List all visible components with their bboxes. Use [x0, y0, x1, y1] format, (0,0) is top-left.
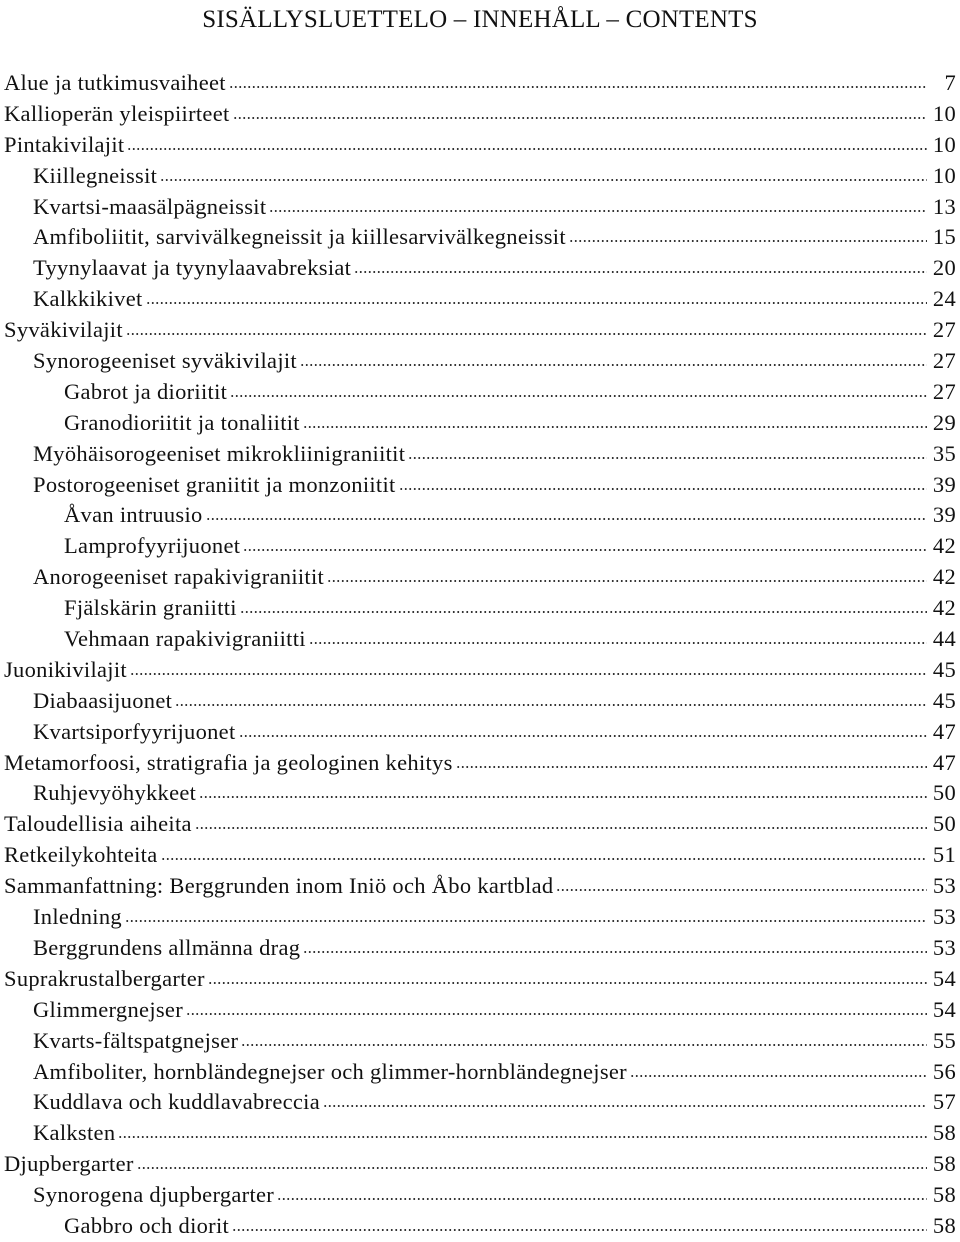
toc-entry-page-number: 20 [932, 255, 956, 281]
toc-entry-label: Alue ja tutkimusvaiheet [4, 70, 226, 95]
dot-leader [230, 395, 927, 397]
page-title: SISÄLLYSLUETTELO – INNEHÅLL – CONTENTS [202, 6, 758, 33]
dot-leader [630, 1075, 927, 1077]
dot-leader [309, 642, 927, 644]
toc-entry-label: Kallioperän yleispiirteet [4, 100, 230, 126]
toc-entry-label: Taloudellisia aiheita [4, 811, 192, 837]
table-of-contents [4, 68, 956, 1242]
toc-entry-page-number: 15 [932, 224, 956, 250]
toc-entry-page-number: 50 [932, 780, 956, 806]
dot-leader [243, 549, 927, 551]
toc-entry-label: Kuddlava och kuddlavabreccia [33, 1089, 321, 1115]
toc-entry-page-number: 13 [932, 193, 956, 219]
dot-leader [146, 302, 927, 304]
toc-entry-page-number: 39 [932, 471, 956, 497]
toc-entry-page-number: 58 [932, 1212, 956, 1238]
toc-entry-label: Inledning [33, 904, 122, 930]
dot-leader [408, 457, 927, 459]
dot-leader [354, 271, 927, 273]
toc-entry [4, 99, 956, 130]
toc-entry-page-number: 27 [932, 348, 956, 374]
toc-entry [4, 748, 956, 779]
toc-entry-page-number: 53 [932, 934, 956, 960]
toc-entry [4, 840, 956, 871]
toc-entry [4, 222, 956, 253]
toc-entry-page-number: 42 [932, 564, 956, 590]
toc-entry-label: Syväkivilajit [4, 317, 123, 343]
dot-leader [232, 1229, 927, 1231]
dot-leader [303, 426, 927, 428]
toc-entry-page-number: 10 [932, 131, 956, 157]
toc-entry-label: Gabrot ja dioriitit [64, 378, 228, 404]
dot-leader [240, 611, 927, 613]
toc-entry-page-number: 53 [932, 904, 956, 930]
toc-entry-label: Kvarts-fältspatgnejser [33, 1027, 239, 1053]
toc-entry-label: Juonikivilajit [4, 656, 127, 682]
dot-leader [229, 86, 927, 88]
toc-entry [4, 1149, 956, 1180]
dot-leader [186, 1013, 927, 1015]
toc-entry [4, 593, 956, 624]
toc-entry [4, 315, 956, 346]
toc-entry-label: Pintakivilajit [4, 131, 125, 157]
toc-entry-page-number: 39 [932, 502, 956, 528]
dot-leader [160, 179, 927, 181]
toc-entry-page-number: 45 [932, 687, 956, 713]
toc-entry-label: Kiillegneissit [33, 162, 158, 188]
toc-entry-label: Gabbro och diorit [64, 1212, 230, 1238]
toc-entry-label: Granodioriitit ja tonaliitit [64, 409, 300, 435]
dot-leader [303, 951, 927, 953]
toc-entry [4, 1118, 956, 1149]
dot-leader [199, 796, 927, 798]
toc-entry [4, 377, 956, 408]
toc-entry [4, 531, 956, 562]
toc-entry [4, 871, 956, 902]
toc-entry [4, 408, 956, 439]
toc-entry-page-number: 45 [932, 656, 956, 682]
toc-entry-label: Kvartsiporfyyrijuonet [33, 718, 236, 744]
toc-entry-label: Glimmergnejser [33, 996, 183, 1022]
dot-leader [300, 364, 927, 366]
dot-leader [137, 1167, 927, 1169]
toc-entry-label: Diabaasijuonet [33, 687, 173, 713]
dot-leader [195, 827, 927, 829]
dot-leader [233, 117, 927, 119]
toc-entry-page-number: 58 [932, 1120, 956, 1146]
toc-entry [4, 470, 956, 501]
toc-entry-label: Amfiboliitit, sarvivälkegneissit ja kiillesarvivälkegneissit [33, 224, 566, 250]
toc-entry-page-number: 29 [932, 409, 956, 435]
toc-entry-page-number: 47 [932, 749, 956, 775]
toc-entry-page-number: 53 [932, 873, 956, 899]
toc-entry-page-number: 10 [932, 100, 956, 126]
toc-entry [4, 500, 956, 531]
toc-entry-label: Amfiboliter, hornbländegnejser och glimmer-hornbländegnejser [33, 1058, 627, 1084]
toc-entry-label: Suprakrustalbergarter [4, 965, 205, 991]
toc-entry-page-number: 54 [932, 996, 956, 1022]
toc-entry [4, 68, 956, 99]
toc-entry-page-number: 27 [932, 317, 956, 343]
dot-leader [125, 920, 927, 922]
dot-leader [241, 1044, 927, 1046]
toc-entry-page-number: 42 [932, 533, 956, 559]
toc-entry [4, 1057, 956, 1088]
toc-entry-page-number: 57 [932, 1089, 956, 1115]
dot-leader [456, 766, 927, 768]
toc-entry [4, 778, 956, 809]
toc-entry-label: Metamorfoosi, stratigrafia ja geologinen kehitys [4, 749, 453, 775]
dot-leader [127, 148, 927, 150]
toc-entry [4, 1026, 956, 1057]
toc-entry [4, 161, 956, 192]
toc-entry-label: Synorogeeniset syväkivilajit [33, 348, 297, 374]
dot-leader [126, 333, 927, 335]
toc-entry [4, 346, 956, 377]
dot-leader [175, 704, 927, 706]
dot-leader [327, 580, 927, 582]
toc-entry-label: Åvan intruusio [64, 502, 203, 528]
toc-entry [4, 655, 956, 686]
dot-leader [239, 735, 927, 737]
toc-entry [4, 192, 956, 223]
toc-entry-page-number: 51 [932, 842, 956, 868]
toc-entry-label: Fjälskärin graniitti [64, 595, 237, 621]
toc-entry-label: Berggrundens allmänna drag [33, 934, 301, 960]
dot-leader [323, 1105, 927, 1107]
toc-entry-page-number: 50 [932, 811, 956, 837]
toc-entry [4, 562, 956, 593]
dot-leader [269, 210, 927, 212]
toc-entry-label: Lamprofyyrijuonet [64, 533, 241, 559]
toc-entry [4, 995, 956, 1026]
toc-entry-label: Sammanfattning: Berggrunden inom Iniö och Åbo kartblad [4, 873, 554, 899]
toc-entry [4, 902, 956, 933]
dot-leader [130, 673, 927, 675]
toc-entry [4, 933, 956, 964]
toc-entry [4, 253, 956, 284]
dot-leader [399, 488, 927, 490]
toc-entry-label: Kvartsi-maasälpägneissit [33, 193, 267, 219]
dot-leader [556, 889, 927, 891]
toc-entry [4, 1180, 956, 1211]
toc-entry-page-number: 44 [932, 626, 956, 652]
toc-entry [4, 809, 956, 840]
toc-entry [4, 624, 956, 655]
toc-entry-page-number: 10 [932, 162, 956, 188]
toc-entry-label: Retkeilykohteita [4, 842, 158, 868]
toc-entry-page-number: 24 [932, 286, 956, 312]
toc-entry [4, 1211, 956, 1242]
toc-entry-label: Vehmaan rapakivigraniitti [64, 626, 306, 652]
toc-entry-page-number: 42 [932, 595, 956, 621]
dot-leader [161, 858, 927, 860]
toc-entry-label: Djupbergarter [4, 1151, 134, 1177]
toc-entry-label: Kalksten [33, 1120, 116, 1146]
toc-entry [4, 439, 956, 470]
toc-entry [4, 130, 956, 161]
dot-leader [118, 1136, 927, 1138]
toc-entry-page-number: 58 [932, 1151, 956, 1177]
toc-entry-label: Anorogeeniset rapakivigraniitit [33, 564, 325, 590]
toc-entry-page-number: 54 [932, 965, 956, 991]
toc-entry-page-number: 47 [932, 718, 956, 744]
toc-entry-label: Kalkkikivet [33, 286, 143, 312]
dot-leader [208, 982, 927, 984]
toc-entry-label: Myöhäisorogeeniset mikrokliinigraniitit [33, 440, 406, 466]
toc-entry-label: Synorogena djupbergarter [33, 1182, 275, 1208]
toc-entry [4, 284, 956, 315]
toc-entry-page-number: 56 [932, 1058, 956, 1084]
dot-leader [277, 1198, 927, 1200]
toc-entry-page-number: 35 [932, 440, 956, 466]
toc-entry-page-number: 58 [932, 1182, 956, 1208]
toc-entry-label: Tyynylaavat ja tyynylaavabreksiat [33, 255, 352, 281]
toc-entry [4, 717, 956, 748]
toc-entry-page-number: 55 [932, 1027, 956, 1053]
dot-leader [206, 518, 927, 520]
dot-leader [569, 240, 927, 242]
toc-entry [4, 964, 956, 995]
toc-entry [4, 686, 956, 717]
toc-entry-label: Ruhjevyöhykkeet [33, 780, 197, 806]
toc-entry-page-number: 27 [932, 378, 956, 404]
toc-entry-label: Postorogeeniset graniitit ja monzoniitit [33, 471, 396, 497]
toc-entry-page-number: 7 [944, 70, 956, 95]
toc-entry [4, 1087, 956, 1118]
